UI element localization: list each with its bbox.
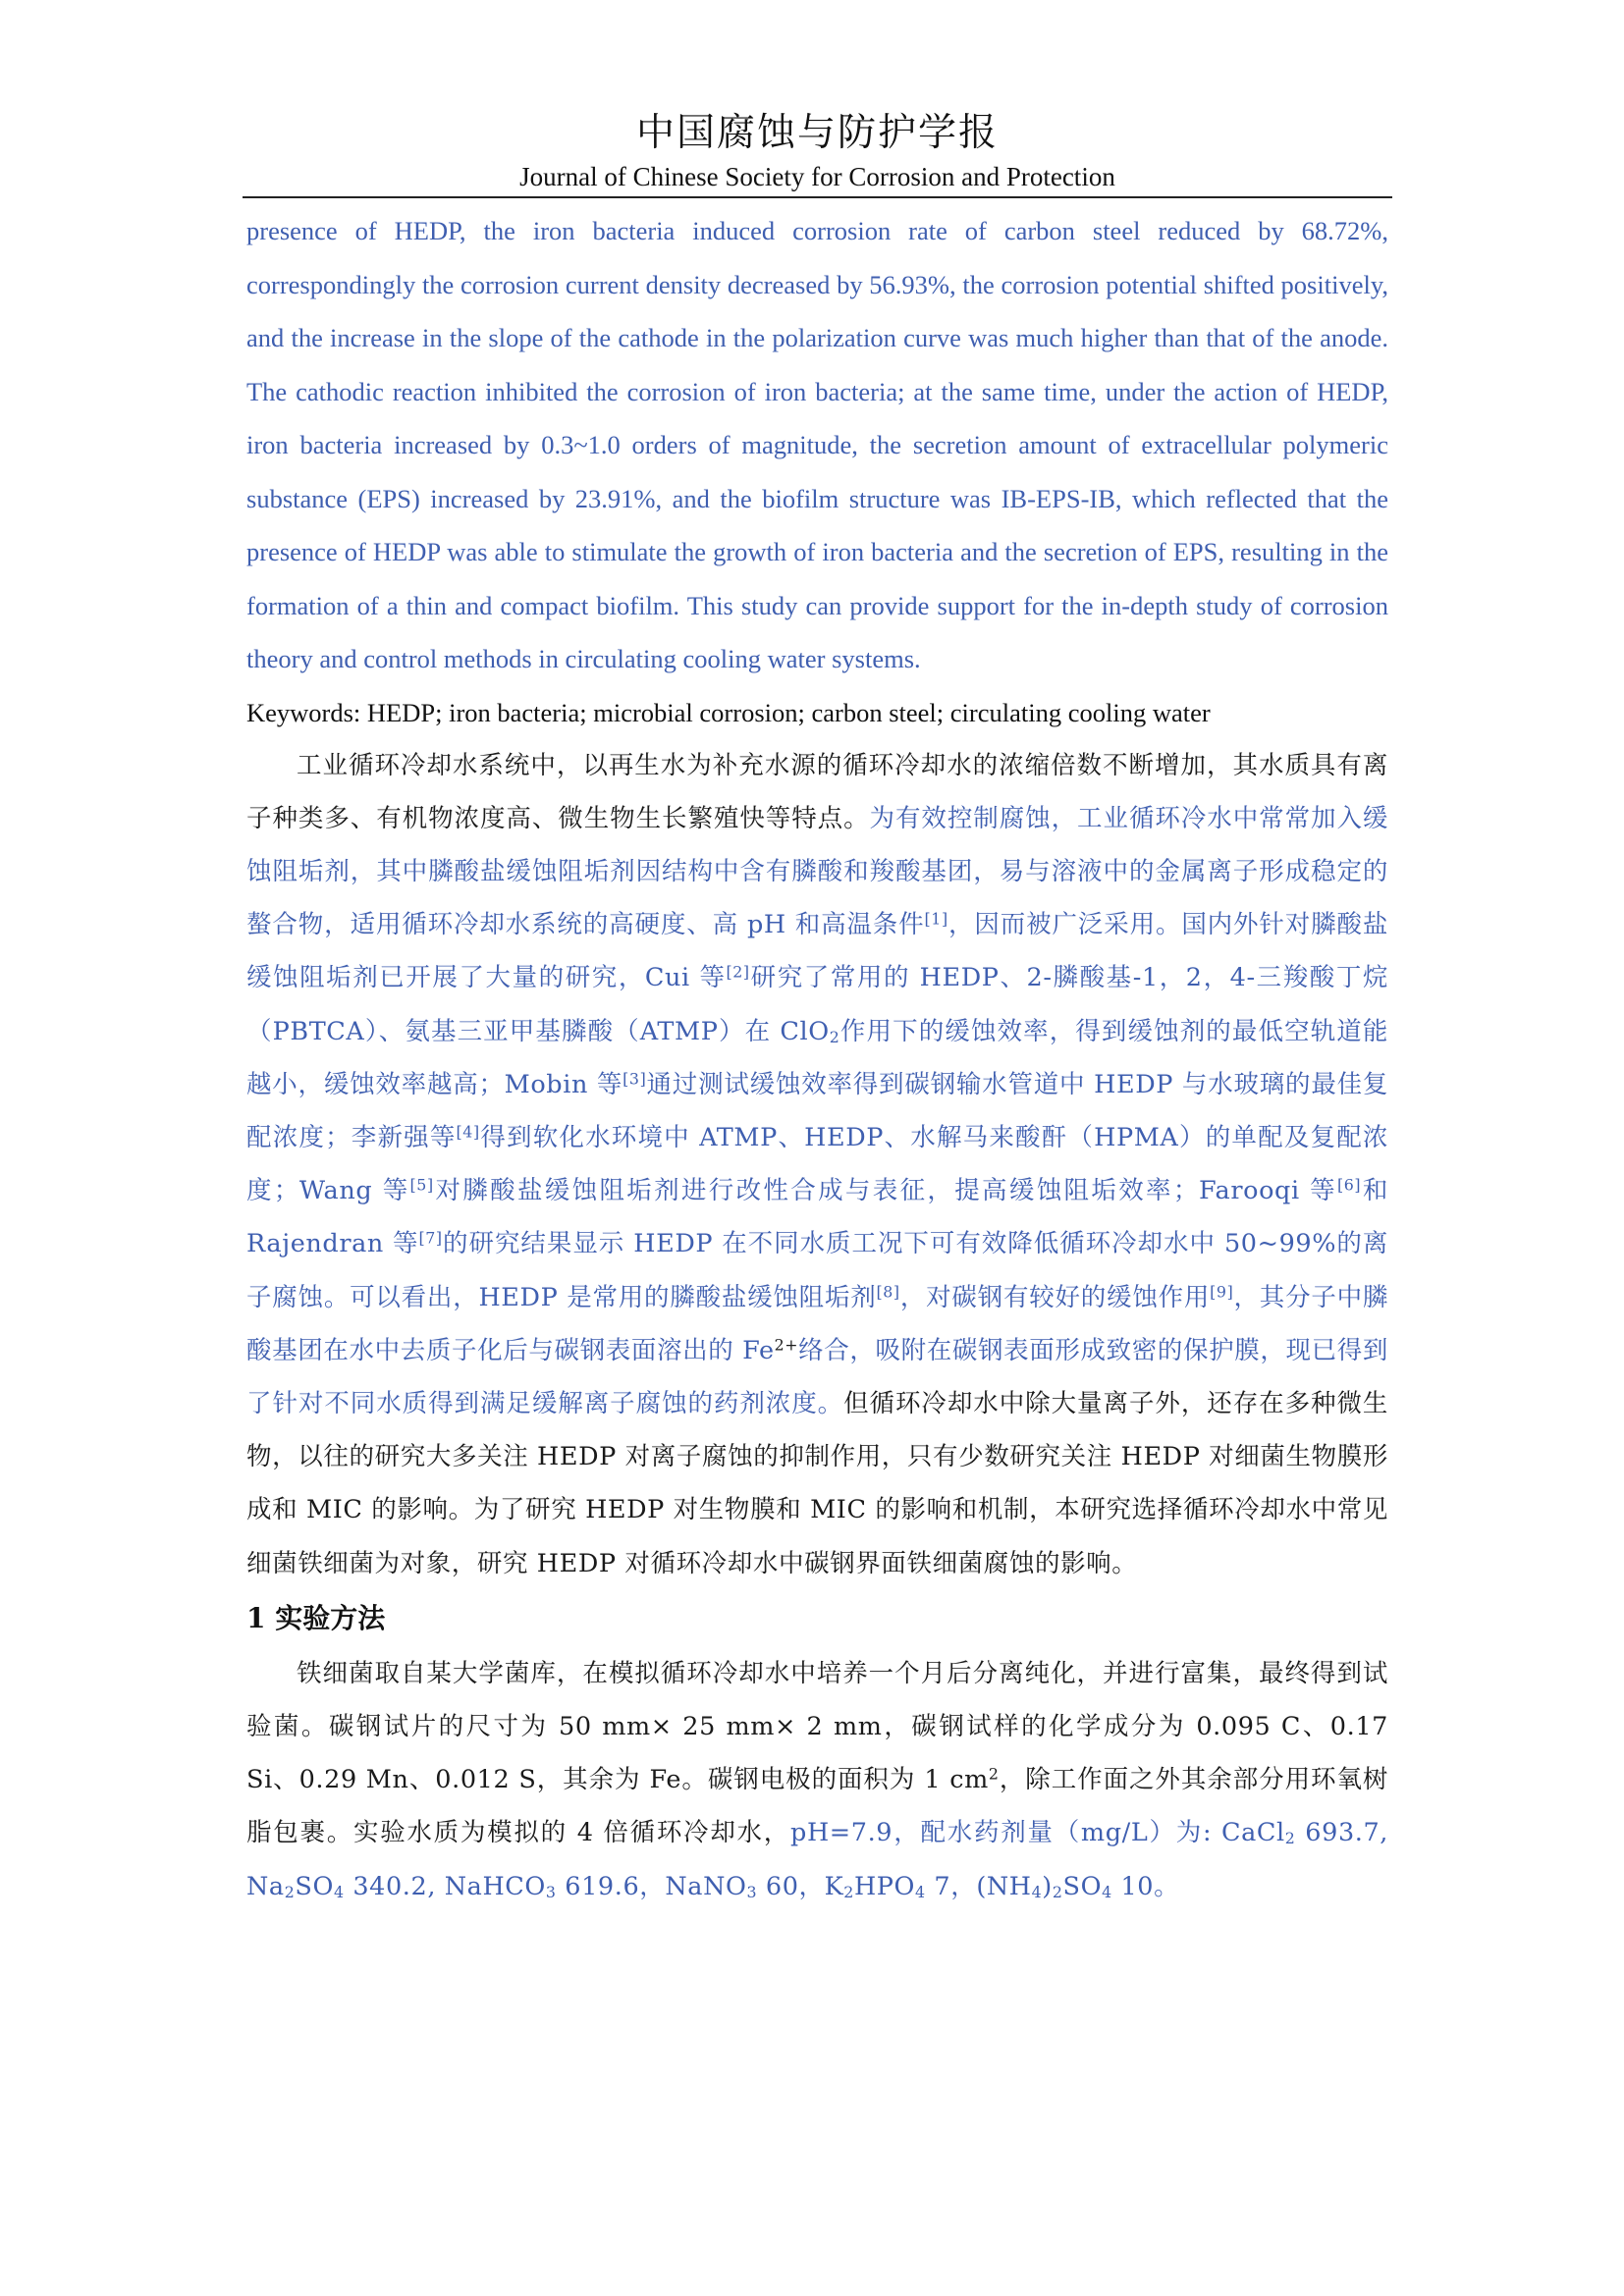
intro-span: 和 Rajendran 等 <box>246 1176 1388 1259</box>
composition-span: pH=7.9，配水药剂量（mg/L）为: CaCl <box>790 1818 1285 1848</box>
intro-span: 作用下的缓蚀效率，得到缓蚀剂的最低空轨道能越小，缓蚀效率越高；Mobin 等 <box>246 1016 1388 1099</box>
citation-ref: [2] <box>726 962 750 982</box>
intro-text: 工业循环冷却水系统中，以再生水为补充水源的循环冷却水的浓缩倍数不断增加，其水质具有离子种类多、有机物浓度高、微生物生长繁殖快等特点。 <box>246 750 1388 833</box>
citation-ref: [1] <box>924 909 948 929</box>
method-text: 铁细菌取自某大学菌库，在模拟循环冷却水中培养一个月后分离纯化，并进行富集，最终得到试验菌。碳钢试片的尺寸为 50 mm× 25 mm× 2 mm，碳钢试样的化学成分为 0.095 C、0.17 Si、0.29 Mn、0.012 S，其余为 Fe。碳钢电极的面积为 1 cm <box>246 1658 1388 1795</box>
citation-ref: [9] <box>1210 1281 1234 1301</box>
journal-title-en: Journal of Chinese Society for Corrosion and Protection <box>519 162 1115 191</box>
citation-ref: [8] <box>876 1281 900 1301</box>
intro-span: 的研究结果显示 HEDP 在不同水质工况下可有效降低循环冷却水中 50~99%的离子腐蚀。可以看出，HEDP 是常用的膦酸盐缓蚀阻垢剂 <box>246 1229 1388 1312</box>
composition-span: 619.6，NaNO <box>556 1871 747 1901</box>
citation-ref: [5] <box>409 1175 434 1195</box>
composition-span: SO <box>295 1871 334 1901</box>
subscript: 4 <box>1031 1882 1043 1901</box>
composition-span: HPO <box>853 1871 916 1901</box>
intro-highlight-end: 络合，吸附在碳钢表面形成致密的保护膜，现已得到了针对不同水质得到满足缓解离子腐蚀的药剂浓度。 <box>246 1335 1388 1418</box>
composition-span: SO <box>1062 1871 1103 1901</box>
paper-page <box>246 108 1388 1913</box>
keywords-line: Keywords: HEDP; iron bacteria; microbial corrosion; carbon steel; circulating cooling water <box>246 697 1211 727</box>
abstract-text: presence of HEDP, the iron bacteria induced corrosion rate of carbon steel reduced by 68.72%, correspondingly the corrosion current density decreased by 56.93%, the corrosion potential shifted positively, and the increase in the slope of the cathode in the polarization curve was much higher than that of the anode. The cathodic reaction inhibited the corrosion of iron bacteria; at the same time, under the action of HEDP, iron bacteria increased by 0.3~1.0 orders of magnitude, the secretion amount of extracellular polymeric substance (EPS) increased by 23.91%, and the biofilm structure was IB-EPS-IB, which reflected that the presence of HEDP was able to stimulate the growth of iron bacteria and the secretion of EPS, resulting in the formation of a thin and compact biofilm. This study can provide support for the in-depth study of corrosion theory and control methods in circulating cooling water systems. <box>246 216 1388 673</box>
journal-title-cn: 中国腐蚀与防护学报 <box>635 111 999 155</box>
subscript: 4 <box>1102 1882 1112 1901</box>
intro-span: ，对碳钢有较好的缓蚀作用 <box>899 1282 1211 1312</box>
header-rule <box>243 196 1392 198</box>
citation-ref: [4] <box>456 1122 480 1142</box>
subscript: 2 <box>1284 1829 1296 1848</box>
citation-ref: [3] <box>623 1069 647 1089</box>
citation-ref: [7] <box>418 1228 443 1248</box>
intro-span: ，其分子中膦酸基团在水中去质子化后与碳钢表面溶出的 Fe <box>246 1282 1388 1365</box>
subscript: 2 <box>843 1882 854 1901</box>
superscript: 2+ <box>774 1335 799 1355</box>
method-paragraph <box>246 1647 1388 1913</box>
citation-ref: [6] <box>1336 1175 1362 1195</box>
composition-span: 7，(NH <box>925 1871 1032 1901</box>
method-text: ，除工作面之外其余部分用环氧树脂包裹。实验水质为模拟的 4 倍循环冷却水， <box>246 1765 1388 1848</box>
intro-paragraph <box>246 739 1388 1590</box>
subscript: 3 <box>746 1882 758 1901</box>
subscript: 3 <box>545 1882 557 1901</box>
subscript: 4 <box>915 1882 926 1901</box>
journal-header <box>246 108 1388 198</box>
composition-span: 10。 <box>1111 1871 1180 1901</box>
intro-highlight <box>246 804 1388 1365</box>
subscript: 2 <box>284 1882 296 1901</box>
intro-span: ，因而被广泛采用。国内外针对膦酸盐缓蚀阻垢剂已开展了大量的研究，Cui 等 <box>246 910 1388 993</box>
composition-span: 693.7, Na <box>246 1818 1389 1901</box>
composition-span: 60，K <box>757 1871 844 1901</box>
intro-span: 为有效控制腐蚀，工业循环冷水中常常加入缓蚀阻垢剂，其中膦酸盐缓蚀阻垢剂因结构中含有膦酸和羧酸基团，易与溶液中的金属离子形成稳定的螯合物，适用循环冷却水系统的高硬度、高 pH 和高温条件 <box>246 803 1388 940</box>
subscript: 2 <box>829 1027 840 1046</box>
superscript: 2 <box>988 1764 1000 1784</box>
intro-span: 通过测试缓蚀效率得到碳钢输水管道中 HEDP 与水玻璃的最佳复配浓度；李新强等 <box>246 1069 1388 1152</box>
intro-span: 研究了常用的 HEDP、2-膦酸基-1，2，4-三羧酸丁烷（PBTCA）、氨基三亚甲基膦酸（ATMP）在 ClO <box>246 963 1388 1046</box>
intro-tail: 但循环冷却水中除大量离子外，还存在多种微生物，以往的研究大多关注 HEDP 对离子腐蚀的抑制作用，只有少数研究关注 HEDP 对细菌生物膜形成和 MIC 的影响。为了研究 HEDP 对生物膜和 MIC 的影响和机制，本研究选择循环冷却水中常见细菌铁细菌为对象，研究 HEDP 对循环冷却水中碳钢界面铁细菌腐蚀的影响。 <box>246 1388 1388 1578</box>
intro-span: 得到软化水环境中 ATMP、HEDP、水解马来酸酐（HPMA）的单配及复配浓度；Wang 等 <box>246 1122 1388 1206</box>
subscript: 2 <box>1052 1882 1063 1901</box>
subscript: 4 <box>333 1882 345 1901</box>
composition-span: 340.2, NaHCO <box>344 1871 546 1901</box>
section-heading: 1 实验方法 <box>246 1601 386 1634</box>
composition-span: ) <box>1042 1871 1053 1901</box>
intro-span: 对膦酸盐缓蚀阻垢剂进行改性合成与表征，提高缓蚀阻垢效率；Farooqi 等 <box>433 1176 1337 1206</box>
